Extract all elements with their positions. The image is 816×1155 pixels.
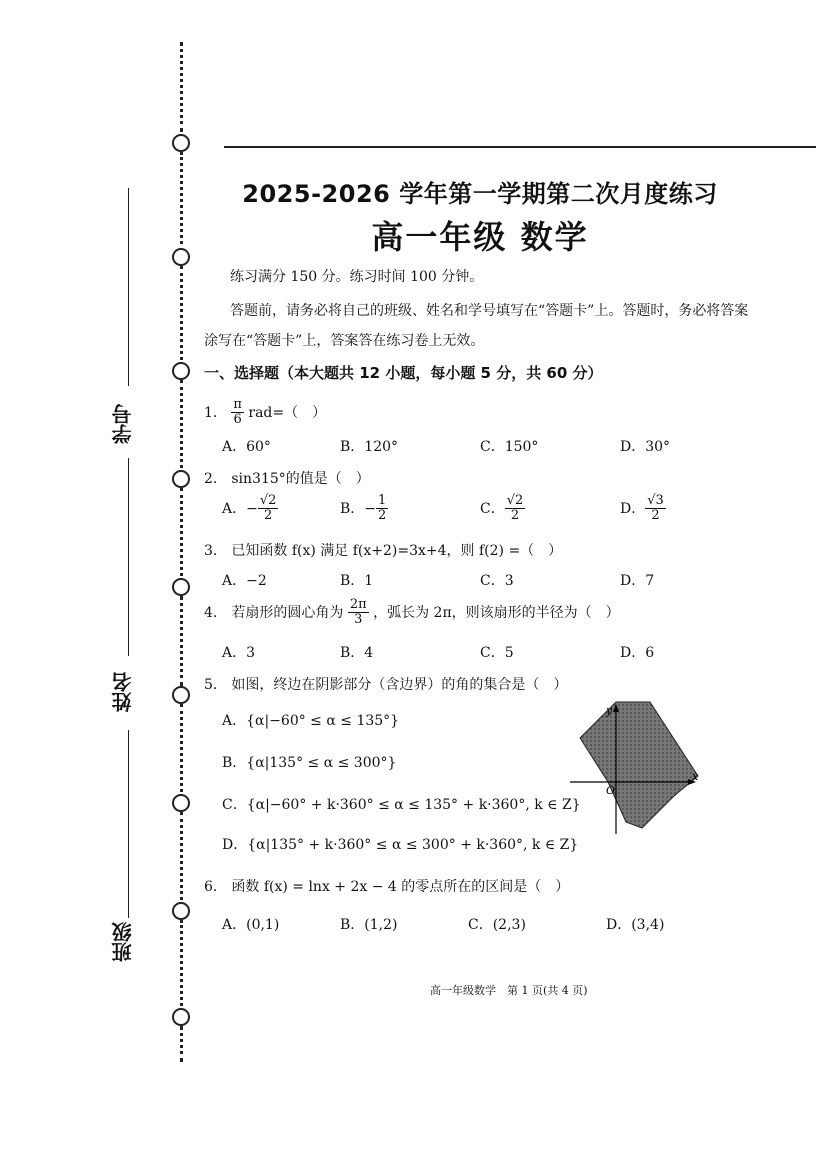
fraction-numerator: 2π [349, 597, 367, 612]
option-b: B．{α|135° ≤ α ≤ 300°} [222, 755, 397, 771]
option-label: D． [620, 500, 646, 517]
question-1 [204, 398, 326, 428]
option-b: B．1 [340, 573, 374, 589]
fraction-denominator: 6 [233, 412, 242, 428]
question-stem-post: ，弧长为 2π，则该扇形的半径为（ ） [373, 604, 620, 621]
class-line [128, 730, 129, 918]
binding-dots-6 [180, 596, 187, 686]
binding-dots-8 [180, 812, 187, 900]
question-5 [204, 674, 567, 694]
binding-dots-2 [180, 152, 187, 244]
option-c: C．5 [480, 645, 514, 661]
binding-hole [172, 470, 190, 488]
student-id-line [128, 188, 129, 386]
option-a: A．−2 [222, 573, 267, 589]
option-d [620, 494, 666, 524]
option-a: A．(0,1) [222, 917, 280, 933]
binding-hole [172, 248, 190, 266]
binding-dots-10 [180, 1026, 187, 1062]
question-number: 5． [204, 677, 227, 693]
binding-hole [172, 362, 190, 380]
name-line [128, 458, 129, 656]
option-a: A．3 [222, 645, 256, 661]
binding-dots-1 [180, 42, 187, 132]
student-id-label: 学号 [111, 404, 135, 444]
class-label: 班级 [111, 922, 135, 962]
y-axis-label: y [606, 704, 613, 717]
fraction-denominator: 3 [354, 612, 363, 628]
origin-label: O [606, 784, 616, 797]
shaded-region [580, 702, 698, 828]
binding-dots-3 [180, 266, 187, 360]
option-b: B．120° [340, 439, 399, 455]
option-b [340, 494, 388, 524]
option-c: C．3 [480, 573, 514, 589]
question-4 [204, 598, 620, 628]
option-c: C．(2,3) [468, 917, 526, 933]
fraction-numerator: √2 [506, 493, 524, 508]
option-b: B．(1,2) [340, 917, 398, 933]
exam-subject: 高一年级 数学 [371, 218, 589, 256]
binding-hole [172, 1008, 190, 1026]
fraction [258, 494, 279, 524]
option-a [222, 494, 278, 524]
fraction [231, 398, 244, 428]
option-label: C． [480, 500, 505, 517]
question-number: 1． [204, 404, 227, 421]
option-c [480, 494, 525, 524]
option-d: D．30° [620, 439, 671, 455]
fraction-numerator: √2 [259, 493, 277, 508]
fraction-numerator: π [233, 397, 242, 412]
fraction-denominator: 2 [264, 508, 273, 524]
fraction [505, 494, 526, 524]
binding-hole [172, 686, 190, 704]
option-label: A． [222, 500, 247, 517]
exam-title: 2025-2026 学年第一学期第二次月度练习 [242, 180, 718, 208]
question-2 [204, 468, 370, 488]
option-b: B．4 [340, 645, 374, 661]
option-sign: − [246, 500, 258, 517]
instruction-line-1: 练习满分 150 分。练习时间 100 分钟。 [230, 269, 484, 285]
option-d: D．{α|135° + k·360° ≤ α ≤ 300° + k·360°, k ∈ Z} [222, 837, 579, 853]
option-a: A．60° [222, 439, 271, 455]
x-axis-label: x [692, 770, 699, 783]
fraction [376, 494, 388, 524]
page-footer: 高一年级数学 第 1 页(共 4 页) [430, 984, 588, 997]
instruction-line-3: 涂写在“答题卡”上，答案答在练习卷上无效。 [204, 333, 485, 349]
angle-region-figure [570, 700, 702, 836]
option-a: A．{α|−60° ≤ α ≤ 135°} [222, 713, 400, 729]
binding-hole [172, 902, 190, 920]
instruction-line-2: 答题前，请务必将自己的班级、姓名和学号填写在“答题卡”上。答题时，务必将答案 [230, 303, 749, 319]
question-number: 3． [204, 543, 227, 559]
option-c: C．{α|−60° + k·360° ≤ α ≤ 135° + k·360°, k ∈ Z} [222, 797, 581, 813]
question-stem-pre: 若扇形的圆心角为 [231, 604, 344, 621]
question-stem: 函数 f(x) = lnx + 2x − 4 的零点所在的区间是（ ） [231, 879, 570, 895]
binding-hole [172, 578, 190, 596]
fraction [348, 598, 369, 628]
binding-dots-7 [180, 704, 187, 792]
binding-dots-4 [180, 380, 187, 468]
binding-dots-9 [180, 920, 187, 1006]
option-sign: − [364, 500, 377, 517]
option-d: D．6 [620, 645, 655, 661]
question-number: 6． [204, 879, 227, 895]
question-number: 2． [204, 471, 227, 487]
name-label: 姓名 [111, 672, 135, 712]
binding-hole [172, 794, 190, 812]
fraction-denominator: 2 [378, 508, 387, 524]
question-stem: sin315°的值是（ ） [231, 471, 370, 487]
binding-dots-5 [180, 488, 187, 576]
option-c: C．150° [480, 439, 539, 455]
question-stem: rad=（ ） [248, 404, 327, 421]
question-stem: 如图，终边在阴影部分（含边界）的角的集合是（ ） [231, 677, 568, 693]
fraction-denominator: 2 [651, 508, 660, 524]
question-3 [204, 540, 562, 560]
fraction-denominator: 2 [510, 508, 520, 524]
fraction [645, 494, 666, 524]
section-title: 一、选择题（本大题共 12 小题，每小题 5 分，共 60 分） [204, 364, 603, 382]
question-stem: 已知函数 f(x) 满足 f(x+2)=3x+4，则 f(2) =（ ） [231, 543, 563, 559]
option-d: D．(3,4) [606, 917, 665, 933]
option-label: B． [340, 500, 365, 517]
option-d: D．7 [620, 573, 655, 589]
fraction-numerator: √3 [647, 493, 664, 508]
fraction-numerator: 1 [378, 493, 387, 508]
question-6 [204, 876, 569, 896]
header-rule [224, 146, 816, 148]
question-number: 4． [204, 604, 227, 621]
binding-hole [172, 134, 190, 152]
